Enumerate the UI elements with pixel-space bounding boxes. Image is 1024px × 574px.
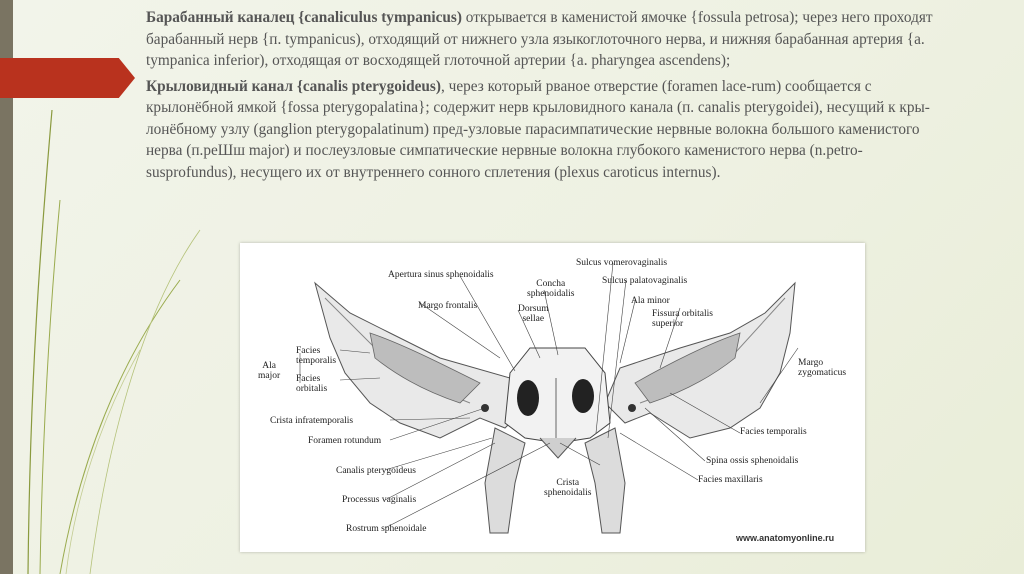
label-processus-vaginalis: Processus vaginalis (342, 495, 417, 505)
term-latin: {canalis pterygoideus) (296, 77, 441, 95)
term-heading: Барабанный каналец (146, 9, 295, 26)
label-spina: Spina ossis sphenoidalis (706, 456, 799, 466)
label-apertura: Apertura sinus sphenoidalis (388, 270, 494, 280)
paragraph-canaliculus-tympanicus (146, 7, 946, 72)
label-concha: Concha sphenoidalis (527, 279, 575, 299)
label-crista-sphenoidalis: Crista sphenoidalis (544, 478, 592, 498)
red-accent-tab (0, 58, 135, 98)
label-foramen-rotundum: Foramen rotundum (308, 436, 382, 446)
term-latin: {canaliculus tympanicus) (298, 9, 462, 26)
term-heading: Крыловидный канал (146, 77, 294, 95)
label-canalis-pterygoideus: Canalis pterygoideus (336, 466, 416, 476)
paragraph-canalis-pterygoideus (146, 76, 946, 184)
label-margo-zygomaticus: Margo zygomaticus (798, 358, 847, 378)
label-facies-temporalis-left: Facies temporalis (296, 346, 337, 366)
text-content (146, 7, 946, 187)
label-crista-infratemporalis: Crista infratemporalis (270, 416, 354, 426)
sphenoid-bone-figure (240, 243, 865, 552)
watermark: www.anatomyonline.ru (736, 533, 835, 543)
label-rostrum: Rostrum sphenoidale (346, 524, 427, 534)
label-sulcus-vomerovaginalis: Sulcus vomerovaginalis (576, 258, 668, 268)
label-facies-orbitalis: Facies orbitalis (296, 374, 328, 394)
label-ala-major: Ala major (258, 361, 281, 381)
label-fissura: Fissura orbitalis superior (652, 309, 713, 329)
label-margo-frontalis: Margo frontalis (418, 301, 478, 311)
paragraph-body: , через который рваное отверстие (foramen lace-rum) сообщается с крылонёбной ямкой {fossa pterygopalatina}; содержит нерв крыловидного канала (п. canalis pterygoidei), несущий к кры-лонёбному узлу (ganglion pterygopalatinum) пред-узловые парасимпатические нервные волокна большого каменистого нерва (п.реШш major) и послеузловые симпатические нервные волокна глубокого каменистого нерва (n.petro-susprofundus), несущего их от внутреннего сонного сплетения (plexus caroticus internus). (146, 77, 930, 181)
label-facies-temporalis-right: Facies temporalis (740, 427, 807, 437)
label-ala-minor: Ala minor (631, 296, 670, 306)
label-sulcus-palatovaginalis: Sulcus palatovaginalis (602, 276, 688, 286)
label-facies-maxillaris: Facies maxillaris (698, 475, 763, 485)
paragraph-body: открывается в каменистой ямочке {fossula petrosa); через него проходят барабанный нерв {п. tympanicus), отходящий от нижнего узла языкоглоточного нерва, и нижняя барабанная артерия {a. tympanica inferior), отходящая от восходящей глоточной артерии {a. pharyngea ascendens); (146, 9, 933, 69)
label-dorsum: Dorsum sellae (518, 304, 549, 324)
